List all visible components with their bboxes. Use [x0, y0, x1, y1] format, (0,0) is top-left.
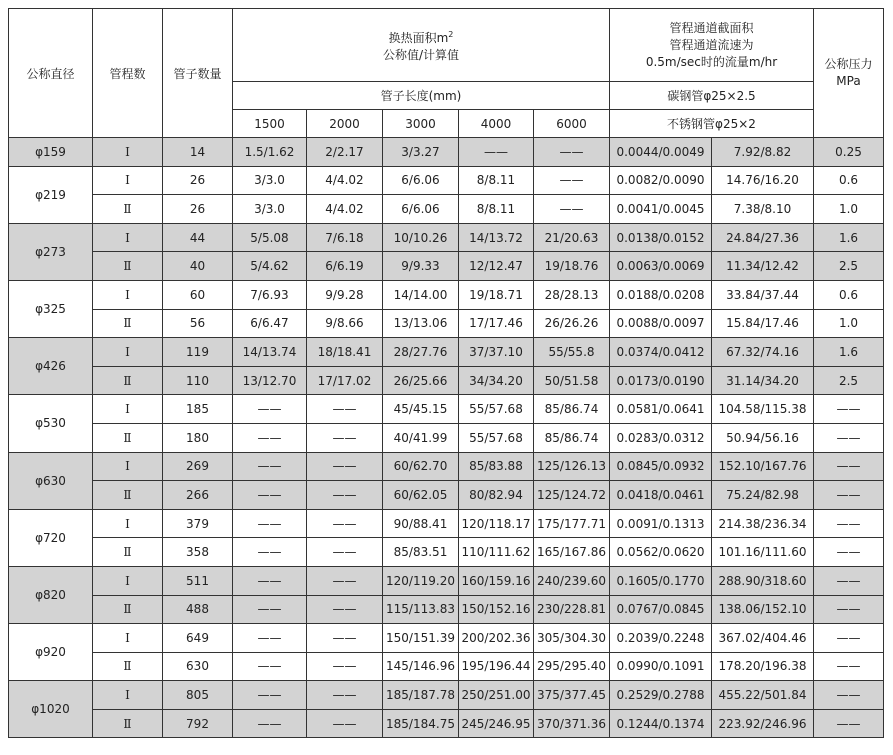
cell-pressure: —— — [814, 624, 884, 653]
cell-area-2000: 4/4.02 — [307, 166, 383, 195]
header-passes-label: 管程数 — [109, 66, 146, 81]
cell-diameter: φ426 — [9, 338, 93, 395]
cell-area-2000: 9/9.28 — [307, 280, 383, 309]
table-row — [9, 481, 884, 510]
cell-area-1500: —— — [233, 566, 307, 595]
cell-tube-count: 805 — [163, 681, 233, 710]
cell-passes: Ⅰ — [93, 395, 163, 424]
cell-passes: Ⅰ — [93, 624, 163, 653]
cell-area-4000: 195/196.44 — [459, 652, 534, 681]
cell-area-6000: 240/239.60 — [534, 566, 610, 595]
cell-tube-count: 185 — [163, 395, 233, 424]
table-row — [9, 566, 884, 595]
table-row — [9, 509, 884, 538]
cell-pressure: 1.0 — [814, 195, 884, 224]
cell-area-3000: 45/45.15 — [383, 395, 459, 424]
cell-tube-count: 358 — [163, 538, 233, 567]
cell-area-4000: 19/18.71 — [459, 280, 534, 309]
cell-area-4000: 80/82.94 — [459, 481, 534, 510]
cell-flow: 223.92/246.96 — [712, 709, 814, 738]
cell-area-1500: 5/4.62 — [233, 252, 307, 281]
cell-flow: 138.06/152.10 — [712, 595, 814, 624]
cell-area-1500: —— — [233, 624, 307, 653]
cell-area-4000: —— — [459, 138, 534, 167]
cell-pressure: —— — [814, 395, 884, 424]
cell-area-3000: 6/6.06 — [383, 166, 459, 195]
cell-passes: Ⅱ — [93, 481, 163, 510]
cell-channel-section: 0.0044/0.0049 — [610, 138, 712, 167]
header-channel-line1: 管程通道截面积 — [669, 20, 754, 35]
cell-area-4000: 17/17.46 — [459, 309, 534, 338]
cell-flow: 14.76/16.20 — [712, 166, 814, 195]
cell-tube-count: 26 — [163, 195, 233, 224]
cell-passes: Ⅱ — [93, 652, 163, 681]
cell-area-4000: 14/13.72 — [459, 223, 534, 252]
cell-area-1500: 1.5/1.62 — [233, 138, 307, 167]
cell-area-2000: —— — [307, 652, 383, 681]
cell-flow: 50.94/56.16 — [712, 423, 814, 452]
cell-area-3000: 9/9.33 — [383, 252, 459, 281]
cell-area-6000: 375/377.45 — [534, 681, 610, 710]
cell-tube-count: 379 — [163, 509, 233, 538]
cell-area-2000: —— — [307, 452, 383, 481]
table-row — [9, 195, 884, 224]
cell-area-2000: 4/4.02 — [307, 195, 383, 224]
cell-diameter: φ325 — [9, 280, 93, 337]
header-area — [233, 9, 610, 82]
cell-area-4000: 120/118.17 — [459, 509, 534, 538]
cell-tube-count: 60 — [163, 280, 233, 309]
cell-area-2000: 17/17.02 — [307, 366, 383, 395]
cell-area-6000: 295/295.40 — [534, 652, 610, 681]
cell-diameter: φ273 — [9, 223, 93, 280]
cell-area-4000: 200/202.36 — [459, 624, 534, 653]
cell-area-3000: 85/83.51 — [383, 538, 459, 567]
table-row — [9, 452, 884, 481]
cell-passes: Ⅰ — [93, 338, 163, 367]
cell-tube-count: 649 — [163, 624, 233, 653]
cell-area-6000: 85/86.74 — [534, 423, 610, 452]
cell-tube-count: 44 — [163, 223, 233, 252]
cell-area-4000: 34/34.20 — [459, 366, 534, 395]
cell-channel-section: 0.0063/0.0069 — [610, 252, 712, 281]
header-length-3000: 3000 — [383, 110, 459, 138]
cell-area-6000: 55/55.8 — [534, 338, 610, 367]
cell-pressure: 1.6 — [814, 223, 884, 252]
cell-area-2000: —— — [307, 595, 383, 624]
cell-pressure: —— — [814, 681, 884, 710]
cell-area-6000: 26/26.26 — [534, 309, 610, 338]
cell-area-2000: 7/6.18 — [307, 223, 383, 252]
cell-area-6000: 85/86.74 — [534, 395, 610, 424]
cell-area-2000: 6/6.19 — [307, 252, 383, 281]
cell-area-1500: —— — [233, 681, 307, 710]
cell-area-6000: 28/28.13 — [534, 280, 610, 309]
cell-area-3000: 120/119.20 — [383, 566, 459, 595]
cell-area-3000: 145/146.96 — [383, 652, 459, 681]
cell-area-4000: 55/57.68 — [459, 395, 534, 424]
cell-passes: Ⅰ — [93, 452, 163, 481]
cell-pressure: —— — [814, 538, 884, 567]
cell-channel-section: 0.0173/0.0190 — [610, 366, 712, 395]
table-row — [9, 366, 884, 395]
cell-diameter: φ159 — [9, 138, 93, 167]
cell-diameter: φ820 — [9, 566, 93, 623]
header-tube-count — [163, 9, 233, 138]
cell-area-3000: 150/151.39 — [383, 624, 459, 653]
cell-channel-section: 0.0581/0.0641 — [610, 395, 712, 424]
table-row — [9, 280, 884, 309]
cell-passes: Ⅱ — [93, 423, 163, 452]
header-length-4000: 4000 — [459, 110, 534, 138]
cell-area-1500: —— — [233, 538, 307, 567]
cell-passes: Ⅱ — [93, 195, 163, 224]
cell-pressure: —— — [814, 652, 884, 681]
header-diameter-label: 公称直径 — [26, 66, 75, 81]
header-carbon-steel: 碳钢管φ25×2.5 — [610, 82, 814, 110]
cell-pressure: —— — [814, 481, 884, 510]
cell-channel-section: 0.0091/0.1313 — [610, 509, 712, 538]
cell-area-3000: 40/41.99 — [383, 423, 459, 452]
cell-area-6000: 370/371.36 — [534, 709, 610, 738]
cell-pressure: 2.5 — [814, 366, 884, 395]
cell-area-2000: —— — [307, 681, 383, 710]
cell-pressure: 0.6 — [814, 280, 884, 309]
table-row — [9, 138, 884, 167]
cell-pressure: —— — [814, 566, 884, 595]
cell-area-4000: 110/111.62 — [459, 538, 534, 567]
cell-area-1500: —— — [233, 652, 307, 681]
cell-area-3000: 60/62.05 — [383, 481, 459, 510]
cell-passes: Ⅱ — [93, 709, 163, 738]
cell-area-2000: —— — [307, 709, 383, 738]
cell-area-6000: 230/228.81 — [534, 595, 610, 624]
cell-passes: Ⅱ — [93, 366, 163, 395]
cell-passes: Ⅰ — [93, 138, 163, 167]
cell-area-1500: —— — [233, 395, 307, 424]
cell-pressure: —— — [814, 509, 884, 538]
cell-area-1500: 5/5.08 — [233, 223, 307, 252]
cell-channel-section: 0.0767/0.0845 — [610, 595, 712, 624]
cell-area-1500: —— — [233, 595, 307, 624]
cell-flow: 214.38/236.34 — [712, 509, 814, 538]
heat-exchanger-spec-table — [8, 8, 884, 738]
cell-area-4000: 85/83.88 — [459, 452, 534, 481]
cell-tube-count: 119 — [163, 338, 233, 367]
cell-pressure: —— — [814, 452, 884, 481]
cell-area-6000: 125/124.72 — [534, 481, 610, 510]
cell-area-1500: 3/3.0 — [233, 195, 307, 224]
header-area-subtitle: 公称值/计算值 — [382, 48, 460, 62]
header-tube-length: 管子长度(mm) — [233, 82, 610, 110]
header-tube-count-label: 管子数量 — [173, 66, 222, 81]
cell-tube-count: 792 — [163, 709, 233, 738]
cell-area-2000: 18/18.41 — [307, 338, 383, 367]
table-row — [9, 423, 884, 452]
cell-area-6000: 165/167.86 — [534, 538, 610, 567]
cell-flow: 11.34/12.42 — [712, 252, 814, 281]
cell-area-4000: 37/37.10 — [459, 338, 534, 367]
cell-tube-count: 56 — [163, 309, 233, 338]
table-row — [9, 309, 884, 338]
cell-channel-section: 0.0845/0.0932 — [610, 452, 712, 481]
header-area-title: 换热面积m — [388, 31, 449, 45]
cell-channel-section: 0.0088/0.0097 — [610, 309, 712, 338]
header-stainless-steel: 不锈钢管φ25×2 — [610, 110, 814, 138]
cell-passes: Ⅱ — [93, 309, 163, 338]
cell-flow: 67.32/74.16 — [712, 338, 814, 367]
cell-flow: 101.16/111.60 — [712, 538, 814, 567]
cell-area-4000: 12/12.47 — [459, 252, 534, 281]
cell-area-6000: 21/20.63 — [534, 223, 610, 252]
cell-area-2000: —— — [307, 423, 383, 452]
cell-area-3000: 185/184.75 — [383, 709, 459, 738]
cell-channel-section: 0.0562/0.0620 — [610, 538, 712, 567]
cell-passes: Ⅱ — [93, 595, 163, 624]
cell-pressure: 2.5 — [814, 252, 884, 281]
cell-channel-section: 0.1605/0.1770 — [610, 566, 712, 595]
header-passes — [93, 9, 163, 138]
header-length-6000: 6000 — [534, 110, 610, 138]
cell-passes: Ⅰ — [93, 566, 163, 595]
cell-area-2000: —— — [307, 624, 383, 653]
cell-area-4000: 245/246.95 — [459, 709, 534, 738]
cell-area-1500: —— — [233, 709, 307, 738]
cell-area-6000: —— — [534, 166, 610, 195]
header-channel-line2: 管程通道流速为 — [669, 37, 754, 52]
cell-area-6000: 125/126.13 — [534, 452, 610, 481]
cell-flow: 367.02/404.46 — [712, 624, 814, 653]
header-pressure-line1: 公称压力 — [824, 57, 873, 71]
table-row — [9, 681, 884, 710]
cell-tube-count: 40 — [163, 252, 233, 281]
table-row — [9, 652, 884, 681]
cell-area-3000: 13/13.06 — [383, 309, 459, 338]
header-length-1500: 1500 — [233, 110, 307, 138]
cell-area-2000: —— — [307, 481, 383, 510]
cell-area-6000: —— — [534, 138, 610, 167]
cell-area-1500: —— — [233, 481, 307, 510]
cell-diameter: φ920 — [9, 624, 93, 681]
cell-tube-count: 266 — [163, 481, 233, 510]
cell-tube-count: 26 — [163, 166, 233, 195]
cell-area-3000: 185/187.78 — [383, 681, 459, 710]
cell-area-6000: 175/177.71 — [534, 509, 610, 538]
cell-area-3000: 10/10.26 — [383, 223, 459, 252]
cell-channel-section: 0.1244/0.1374 — [610, 709, 712, 738]
cell-area-4000: 150/152.16 — [459, 595, 534, 624]
cell-channel-section: 0.0283/0.0312 — [610, 423, 712, 452]
cell-area-4000: 8/8.11 — [459, 195, 534, 224]
cell-channel-section: 0.0082/0.0090 — [610, 166, 712, 195]
cell-area-1500: 6/6.47 — [233, 309, 307, 338]
header-channel-line3: 0.5m/sec时的流量m/hr — [645, 54, 778, 69]
header-pressure — [814, 9, 884, 138]
cell-flow: 104.58/115.38 — [712, 395, 814, 424]
cell-pressure: —— — [814, 595, 884, 624]
cell-area-1500: —— — [233, 452, 307, 481]
header-area-sup: 2 — [448, 30, 454, 39]
cell-area-3000: 26/25.66 — [383, 366, 459, 395]
cell-area-1500: 7/6.93 — [233, 280, 307, 309]
cell-area-6000: 19/18.76 — [534, 252, 610, 281]
cell-flow: 455.22/501.84 — [712, 681, 814, 710]
cell-passes: Ⅰ — [93, 681, 163, 710]
cell-pressure: 0.6 — [814, 166, 884, 195]
cell-channel-section: 0.0990/0.1091 — [610, 652, 712, 681]
cell-flow: 152.10/167.76 — [712, 452, 814, 481]
table-row — [9, 395, 884, 424]
cell-area-3000: 90/88.41 — [383, 509, 459, 538]
cell-diameter: φ1020 — [9, 681, 93, 738]
cell-tube-count: 511 — [163, 566, 233, 595]
cell-area-1500: 13/12.70 — [233, 366, 307, 395]
cell-area-3000: 28/27.76 — [383, 338, 459, 367]
cell-area-6000: —— — [534, 195, 610, 224]
header-pressure-line2: MPa — [836, 74, 861, 88]
cell-flow: 7.92/8.82 — [712, 138, 814, 167]
cell-diameter: φ630 — [9, 452, 93, 509]
table-row — [9, 624, 884, 653]
table-body — [9, 138, 884, 738]
cell-area-6000: 305/304.30 — [534, 624, 610, 653]
cell-passes: Ⅱ — [93, 538, 163, 567]
table-row — [9, 338, 884, 367]
cell-area-3000: 3/3.27 — [383, 138, 459, 167]
cell-flow: 31.14/34.20 — [712, 366, 814, 395]
cell-area-1500: —— — [233, 423, 307, 452]
cell-pressure: —— — [814, 709, 884, 738]
cell-tube-count: 488 — [163, 595, 233, 624]
table-row — [9, 538, 884, 567]
cell-area-1500: 14/13.74 — [233, 338, 307, 367]
cell-pressure: 1.6 — [814, 338, 884, 367]
cell-area-4000: 160/159.16 — [459, 566, 534, 595]
cell-area-3000: 115/113.83 — [383, 595, 459, 624]
table-row — [9, 595, 884, 624]
table-row — [9, 252, 884, 281]
cell-flow: 7.38/8.10 — [712, 195, 814, 224]
cell-diameter: φ219 — [9, 166, 93, 223]
cell-passes: Ⅰ — [93, 223, 163, 252]
cell-area-2000: 9/8.66 — [307, 309, 383, 338]
cell-area-3000: 6/6.06 — [383, 195, 459, 224]
cell-channel-section: 0.0418/0.0461 — [610, 481, 712, 510]
header-channel — [610, 9, 814, 82]
cell-tube-count: 630 — [163, 652, 233, 681]
cell-area-3000: 60/62.70 — [383, 452, 459, 481]
cell-diameter: φ720 — [9, 509, 93, 566]
cell-channel-section: 0.0374/0.0412 — [610, 338, 712, 367]
cell-passes: Ⅰ — [93, 166, 163, 195]
cell-pressure: 1.0 — [814, 309, 884, 338]
cell-flow: 288.90/318.60 — [712, 566, 814, 595]
cell-flow: 24.84/27.36 — [712, 223, 814, 252]
cell-pressure: —— — [814, 423, 884, 452]
cell-passes: Ⅰ — [93, 509, 163, 538]
cell-area-4000: 55/57.68 — [459, 423, 534, 452]
cell-area-1500: 3/3.0 — [233, 166, 307, 195]
cell-area-4000: 8/8.11 — [459, 166, 534, 195]
cell-area-6000: 50/51.58 — [534, 366, 610, 395]
cell-channel-section: 0.0138/0.0152 — [610, 223, 712, 252]
cell-area-2000: —— — [307, 538, 383, 567]
cell-pressure: 0.25 — [814, 138, 884, 167]
cell-area-3000: 14/14.00 — [383, 280, 459, 309]
cell-diameter: φ530 — [9, 395, 93, 452]
header-diameter — [9, 9, 93, 138]
table-row — [9, 166, 884, 195]
cell-channel-section: 0.0041/0.0045 — [610, 195, 712, 224]
cell-passes: Ⅱ — [93, 252, 163, 281]
cell-flow: 75.24/82.98 — [712, 481, 814, 510]
cell-tube-count: 110 — [163, 366, 233, 395]
cell-flow: 33.84/37.44 — [712, 280, 814, 309]
cell-passes: Ⅰ — [93, 280, 163, 309]
cell-area-4000: 250/251.00 — [459, 681, 534, 710]
cell-channel-section: 0.0188/0.0208 — [610, 280, 712, 309]
table-row — [9, 709, 884, 738]
cell-area-2000: 2/2.17 — [307, 138, 383, 167]
cell-channel-section: 0.2039/0.2248 — [610, 624, 712, 653]
cell-channel-section: 0.2529/0.2788 — [610, 681, 712, 710]
cell-tube-count: 269 — [163, 452, 233, 481]
cell-area-2000: —— — [307, 509, 383, 538]
table-row — [9, 223, 884, 252]
cell-area-2000: —— — [307, 395, 383, 424]
cell-area-2000: —— — [307, 566, 383, 595]
cell-area-1500: —— — [233, 509, 307, 538]
header-length-2000: 2000 — [307, 110, 383, 138]
cell-flow: 178.20/196.38 — [712, 652, 814, 681]
cell-tube-count: 180 — [163, 423, 233, 452]
cell-flow: 15.84/17.46 — [712, 309, 814, 338]
cell-tube-count: 14 — [163, 138, 233, 167]
